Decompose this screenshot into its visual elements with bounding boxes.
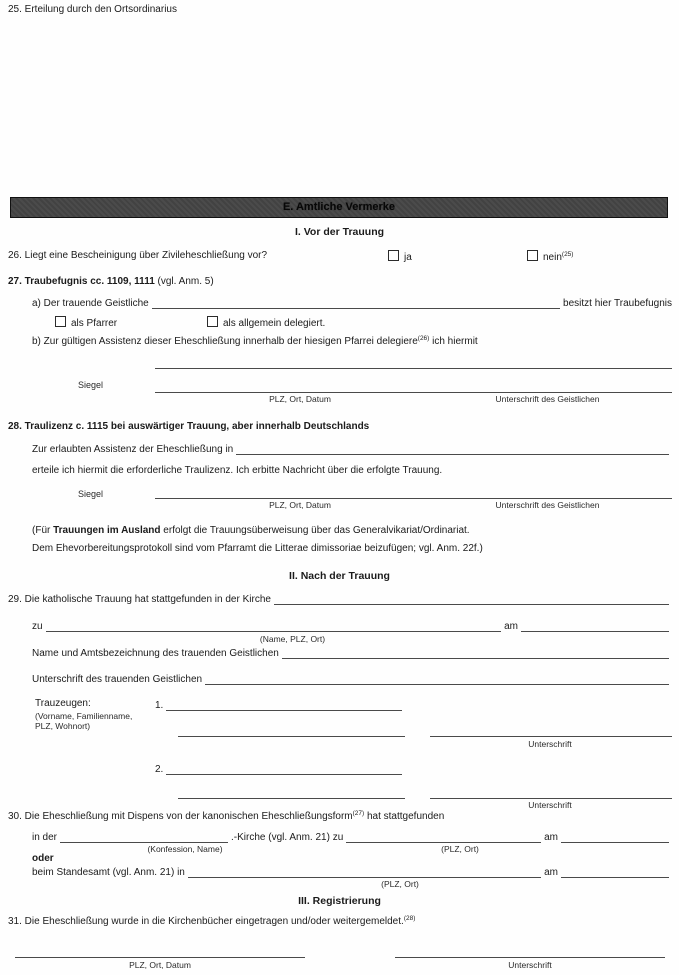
witness-2-row (155, 763, 405, 775)
q28-siegel-label: Siegel (78, 489, 104, 499)
witness-2-number: 2. (155, 764, 164, 775)
q27-write-line-1 (155, 357, 672, 369)
q29-fill-kirche (274, 593, 669, 605)
q28-note1 (32, 525, 470, 536)
q30-in-der-label: in der (32, 832, 58, 843)
q29-amtsbezeichnung-row (32, 647, 672, 659)
q27a-prefix: a) Der trauende Geistliche (32, 298, 149, 309)
witness-1-fill (166, 699, 402, 711)
q27-sig-right-label: Unterschrift des Geistlichen (495, 394, 600, 404)
checkbox-ja-icon (388, 250, 399, 261)
q29-zu-am-row (32, 620, 672, 632)
q29-fill-amtsbezeichnung (282, 647, 669, 659)
q28-fill-line (236, 443, 669, 455)
q29-line1-text: 29. Die katholische Trauung hat stattgefunden in der Kirche (8, 594, 271, 605)
q31-footnote: (28) (403, 915, 416, 922)
q29-fill-zu (46, 620, 502, 632)
q28-sig-right-label: Unterschrift des Geistlichen (495, 500, 600, 510)
witnesses-hint-1: (Vorname, Familienname, (35, 711, 133, 721)
q27-delegiert-label: als allgemein delegiert. (223, 318, 326, 329)
witness-1-sig-line (430, 725, 672, 737)
checkbox-pfarrer-icon (55, 316, 66, 327)
subsection-i-heading: I. Vor der Trauung (294, 226, 385, 238)
q30-kirche-label: .-Kirche (vgl. Anm. 21) zu (231, 832, 344, 843)
subsection-ii-heading: II. Nach der Trauung (289, 570, 390, 582)
witnesses-label: Trauzeugen: (35, 698, 91, 709)
checkbox-delegiert-icon (207, 316, 218, 327)
q27-pfarrer-label: als Pfarrer (71, 318, 118, 329)
witness-2-fill-2 (178, 787, 405, 799)
q27-pfarrer-option (55, 316, 117, 329)
witness-2-sig-line (430, 787, 672, 799)
witness-1-fill-2 (178, 725, 405, 737)
witness-2-unterschrift-label: Unterschrift (528, 800, 572, 810)
q30-konfession-hint: (Konfession, Name) (147, 844, 223, 854)
q28-line1-row (32, 443, 672, 455)
q28-line2-text: erteile ich hiermit die erforderliche Traulizenz. Ich erbitte Nachricht über die erfolgte Trauung. (32, 465, 443, 476)
q30-footnote: (27) (352, 810, 365, 817)
q28-note1-pre: (Für (32, 525, 54, 536)
q27-title (8, 276, 214, 287)
q26-nein-label: nein (543, 252, 562, 263)
item-25-text: 25. Erteilung durch den Ortsordinarius (8, 4, 177, 15)
q30-am2-label: am (544, 867, 558, 878)
q26-nein-option (527, 250, 573, 263)
q27-title-bold: 27. Traubefugnis cc. 1109, 1111 (8, 276, 155, 287)
q30-title-tail: hat stattgefunden (364, 811, 445, 822)
q27b-text-main: b) Zur gültigen Assistenz dieser Eheschließung innerhalb der hiesigen Pfarrei delegiere (32, 336, 418, 347)
q30-oder-label: oder (32, 853, 54, 864)
q28-note2: Dem Ehevorbereitungsprotokoll sind vom Pfarramt die Litterae dimissoriae beizufügen; vgl. Anm. 22f.) (32, 543, 483, 554)
q29-am-label: am (504, 621, 518, 632)
q30-title (8, 810, 444, 822)
q30-title-main: 30. Die Eheschließung mit Dispens von der kanonischen Eheschließungsform (8, 811, 353, 822)
q30-standesamt-label: beim Standesamt (vgl. Anm. 21) in (32, 867, 185, 878)
q30-fill-am (561, 831, 669, 843)
footer-signature-label: Unterschrift (508, 960, 552, 970)
witness-1-number: 1. (155, 700, 164, 711)
q29-fill-unterschrift (205, 673, 669, 685)
q29-unterschrift-row (32, 673, 672, 685)
q27-sig-left-label: PLZ, Ort, Datum (269, 394, 331, 404)
q31-text-main: 31. Die Eheschließung wurde in die Kirchenbücher eingetragen und/oder weitergemeldet. (8, 916, 404, 927)
q27b-text (32, 335, 478, 347)
q30-am-label: am (544, 832, 558, 843)
q26-question: 26. Liegt eine Bescheinigung über Zivileheschließung vor? (8, 250, 268, 261)
q27a-row (32, 297, 672, 309)
q27-write-line-2 (155, 381, 672, 393)
q29-name-plz-ort-hint: (Name, PLZ, Ort) (259, 634, 326, 644)
q30-fill-am2 (561, 866, 669, 878)
q26-nein-footnote: (25) (561, 251, 574, 258)
footer-date-line (15, 946, 305, 958)
q30-plz-ort-hint-1: (PLZ, Ort) (441, 844, 479, 854)
checkbox-nein-icon (527, 250, 538, 261)
witness-1-row (155, 699, 405, 711)
q31-text (8, 915, 415, 927)
q28-note1-bold: Trauungen im Ausland (53, 525, 161, 536)
q27b-text-tail: ich hiermit (429, 336, 478, 347)
footer-date-label: PLZ, Ort, Datum (129, 960, 191, 970)
witnesses-hint-2: PLZ, Wohnort) (35, 721, 91, 731)
q29-zu-label: zu (32, 621, 43, 632)
q28-write-line (155, 487, 672, 499)
q28-title: 28. Traulizenz c. 1115 bei auswärtiger Trauung, aber innerhalb Deutschlands (8, 421, 370, 432)
footer-signature-line (395, 946, 665, 958)
q30-fill-zu (346, 831, 541, 843)
q26-ja-option (388, 250, 412, 263)
q28-line1-text: Zur erlaubten Assistenz der Eheschließung in (32, 444, 234, 455)
q28-note1-post: erfolgt die Trauungsüberweisung über das Generalvikariat/Ordinariat. (160, 525, 470, 536)
q30-standesamt-row (32, 866, 672, 878)
q27a-suffix: besitzt hier Traubefugnis (563, 298, 672, 309)
q30-kirche-row (32, 831, 672, 843)
q27-siegel-label: Siegel (78, 380, 104, 390)
q27b-footnote: (26) (417, 335, 430, 342)
q29-line3-text: Name und Amtsbezeichnung des trauenden Geistlichen (32, 648, 279, 659)
q27-delegiert-option (207, 316, 325, 329)
witness-1-unterschrift-label: Unterschrift (528, 739, 572, 749)
q29-fill-am (521, 620, 669, 632)
q28-sig-left-label: PLZ, Ort, Datum (269, 500, 331, 510)
q29-line4-text: Unterschrift des trauenden Geistlichen (32, 674, 203, 685)
q26-ja-label: ja (404, 252, 412, 263)
witness-2-fill (166, 763, 402, 775)
subsection-iii-heading: III. Registrierung (298, 895, 381, 907)
q30-plz-ort-hint-2: (PLZ, Ort) (381, 879, 419, 889)
q30-fill-konfession (60, 831, 228, 843)
q30-fill-standesamt (188, 866, 541, 878)
q29-line1-row (8, 593, 672, 605)
q27a-fill-line (152, 297, 560, 309)
section-e-header: E. Amtliche Vermerke (10, 197, 668, 218)
q27-title-rest: (vgl. Anm. 5) (154, 276, 214, 287)
